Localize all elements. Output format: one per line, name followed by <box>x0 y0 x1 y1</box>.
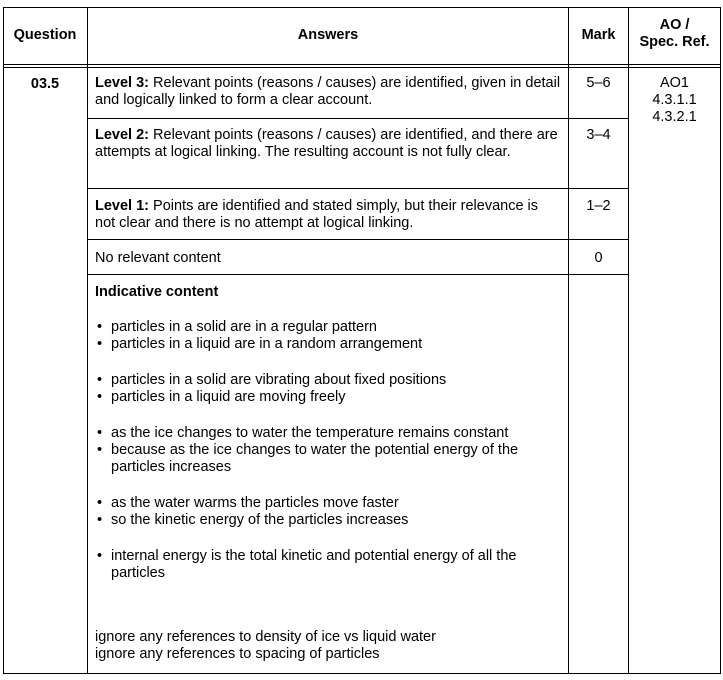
level3-descriptor <box>95 75 561 109</box>
header-ao-line2: Spec. Ref. <box>639 34 710 50</box>
level3-text: Relevant points (reasons / causes) are identified, given in detail and logically linked to form a clear account. <box>95 75 561 108</box>
rule-level3-bottom <box>87 118 628 119</box>
indicative-point: • particles in a liquid are moving freely <box>95 389 561 406</box>
header-ao <box>629 17 720 51</box>
level2-descriptor <box>95 127 561 161</box>
indicative-point: • as the water warms the particles move faster <box>95 495 561 512</box>
level2-text: Relevant points (reasons / causes) are identified, and there are attempts at logical linking. The resulting account is not fully clear. <box>95 127 558 160</box>
rule-bottom <box>3 673 720 674</box>
rule-right <box>720 7 721 674</box>
header-ao-line1: AO / <box>659 17 690 33</box>
level3-mark: 5–6 <box>586 75 611 91</box>
indicative-group-2 <box>95 372 561 406</box>
rule-nocontent-bottom <box>87 274 628 275</box>
level3-label: Level 3: <box>95 75 149 91</box>
no-content-mark: 0 <box>594 250 603 266</box>
level2-mark: 3–4 <box>586 127 611 143</box>
level2-label: Level 2: <box>95 127 149 143</box>
ao-ref-3: 4.3.2.1 <box>652 109 697 125</box>
header-question: Question <box>13 27 77 43</box>
rule-header-bottom-2 <box>3 67 720 68</box>
level1-mark: 1–2 <box>586 198 611 214</box>
ao-references <box>629 75 720 126</box>
level1-descriptor <box>95 198 561 232</box>
indicative-group-3 <box>95 425 561 476</box>
indicative-group-4 <box>95 495 561 529</box>
indicative-title: Indicative content <box>95 284 219 300</box>
header-mark: Mark <box>581 27 616 43</box>
indicative-group-1 <box>95 319 561 353</box>
rule-header-bottom-1 <box>3 64 720 65</box>
indicative-point: • particles in a solid are in a regular pattern <box>95 319 561 336</box>
question-number: 03.5 <box>30 76 60 92</box>
indicative-point: • so the kinetic energy of the particles increases <box>95 512 561 529</box>
indicative-group-5 <box>95 548 561 582</box>
indicative-point: • as the ice changes to water the temperature remains constant <box>95 425 561 442</box>
ignore-note-1: ignore any references to density of ice vs liquid water <box>95 629 436 645</box>
rule-level2-bottom <box>87 188 628 189</box>
rule-level1-bottom <box>87 239 628 240</box>
header-answers: Answers <box>297 27 359 43</box>
rule-col1 <box>87 7 88 674</box>
level1-label: Level 1: <box>95 198 149 214</box>
indicative-point: • internal energy is the total kinetic and potential energy of all the particles <box>95 548 561 582</box>
indicative-point: • particles in a liquid are in a random arrangement <box>95 336 561 353</box>
no-content-text: No relevant content <box>95 250 221 266</box>
indicative-point: • particles in a solid are vibrating about fixed positions <box>95 372 561 389</box>
indicative-point: • because as the ice changes to water the potential energy of the particles increases <box>95 442 561 476</box>
level1-text: Points are identified and stated simply, but their relevance is not clear and there is no attempt at logical linking. <box>95 198 539 231</box>
rule-top <box>3 7 720 8</box>
ignore-note-2: ignore any references to spacing of particles <box>95 646 380 662</box>
ao-ref-2: 4.3.1.1 <box>652 92 697 108</box>
ao-ref-1: AO1 <box>659 75 689 91</box>
indicative-content <box>95 284 561 663</box>
rule-left <box>3 7 4 674</box>
rule-col2 <box>568 7 569 674</box>
